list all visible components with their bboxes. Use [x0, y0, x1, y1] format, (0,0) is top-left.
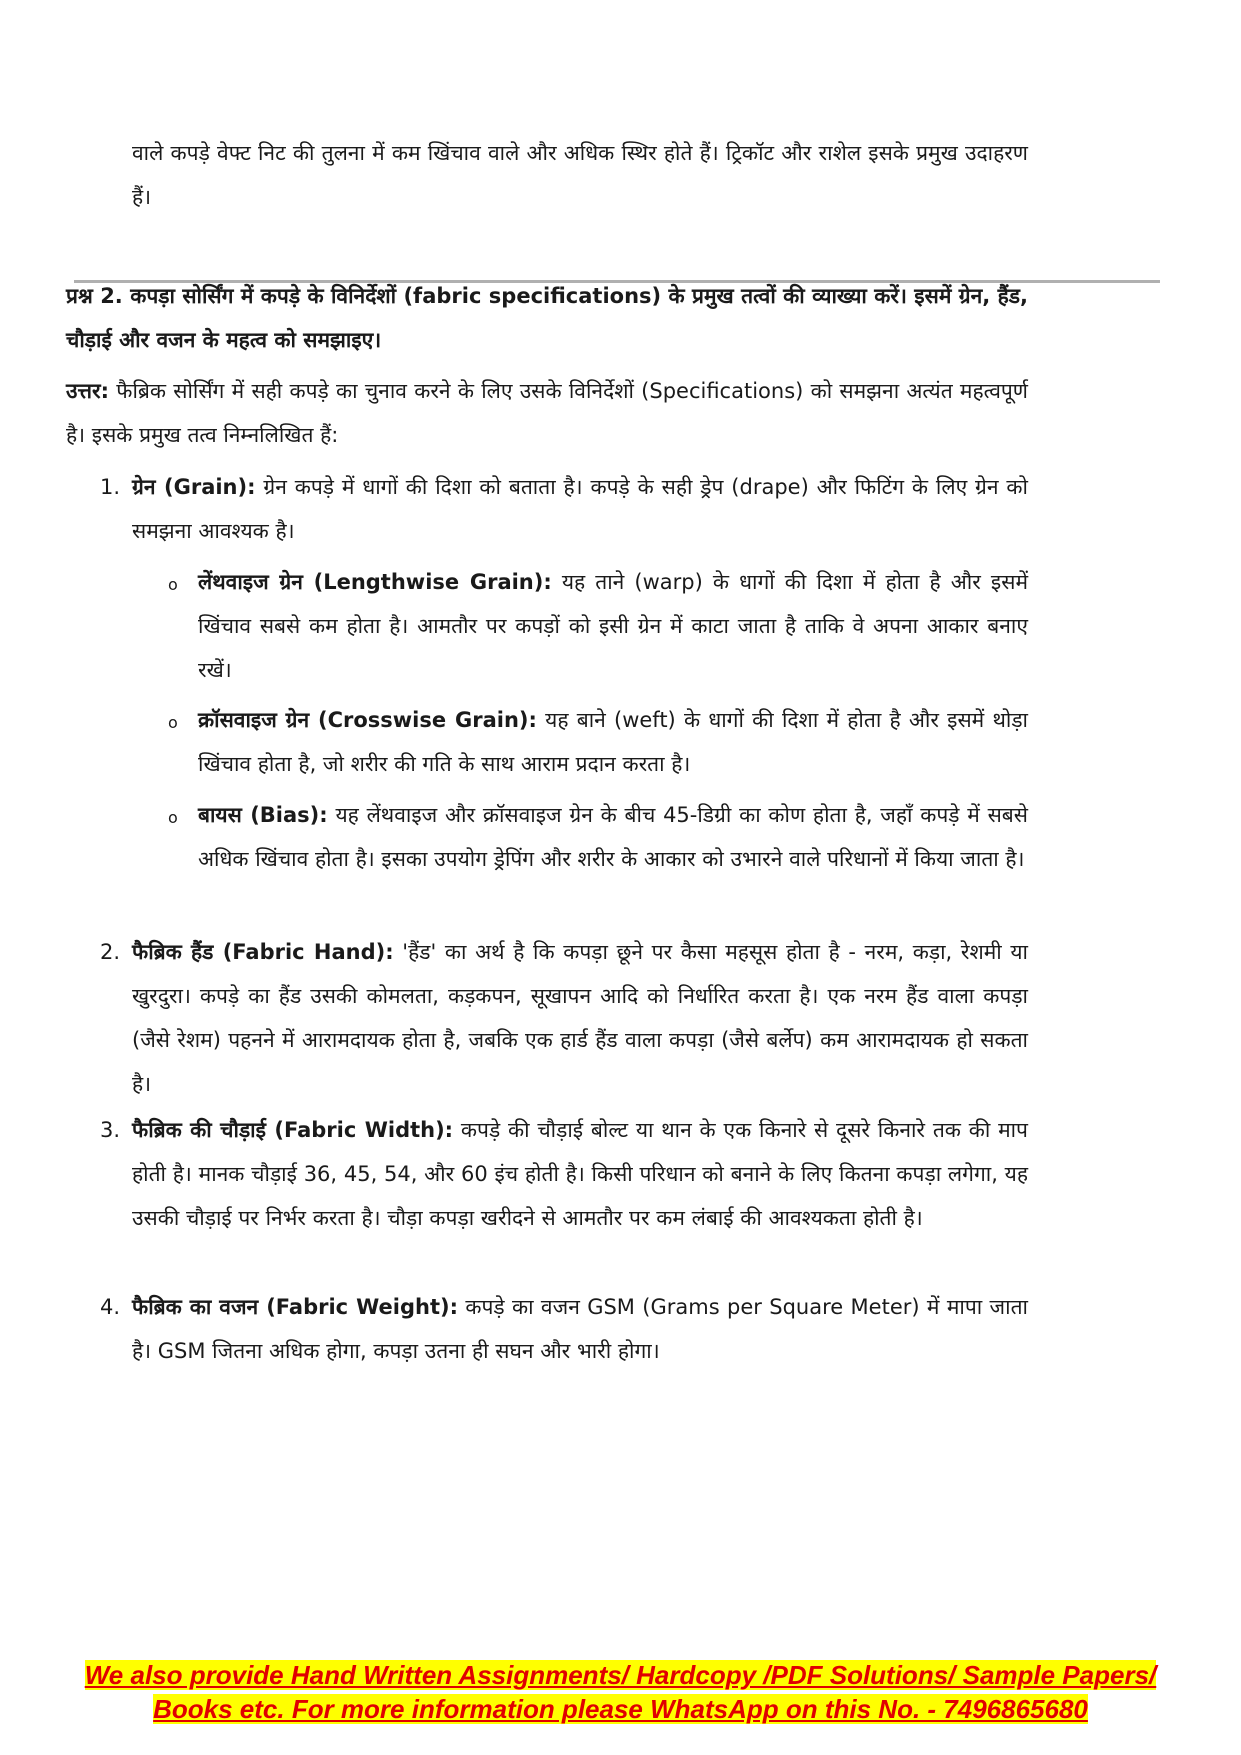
item-text: ग्रेन कपड़े में धागों की दिशा को बताता है। कपड़े के सही ड्रेप (drape) और फिटिंग के लिए ग्रेन को समझना आवश्यक है। — [132, 475, 1028, 543]
intro-paragraph — [132, 131, 1028, 219]
item-number: 3. — [100, 1118, 121, 1142]
sub-item-title: बायस (Bias): — [198, 803, 328, 827]
item-title: फैब्रिक का वजन (Fabric Weight): — [132, 1295, 458, 1319]
bullet-marker: o — [168, 808, 178, 827]
list-item-fabric-width — [132, 1108, 1028, 1240]
sub-item-text: यह लेंथवाइज और क्रॉसवाइज ग्रेन के बीच 45-डिग्री का कोण होता है, जहाँ कपड़े में सबसे अधिक खिंचाव होता है। इसका उपयोग ड्रेपिंग और शरीर के आकार को उभारने वाले परिधानों में किया जाता है। — [198, 803, 1028, 871]
sub-item-title: लेंथवाइज ग्रेन (Lengthwise Grain): — [198, 570, 552, 594]
list-item-grain — [132, 465, 1028, 553]
list-item-fabric-weight — [132, 1285, 1028, 1373]
sub-item-crosswise — [198, 698, 1028, 786]
footer-line-2: Books etc. For more information please WhatsApp on this No. - 7496865680 — [153, 1694, 1088, 1724]
intro-text: वाले कपड़े वेफ्ट निट की तुलना में कम खिंचाव वाले और अधिक स्थिर होते हैं। ट्रिकॉट और राशेल इसके प्रमुख उदाहरण हैं। — [132, 141, 1028, 209]
sub-item-title: क्रॉसवाइज ग्रेन (Crosswise Grain): — [198, 708, 537, 732]
sub-item-bias — [198, 793, 1028, 881]
item-text: कपड़े का वजन GSM (Grams per Square Meter) में मापा जाता है। GSM जितना अधिक होगा, कपड़ा उतना ही सघन और भारी होगा। — [132, 1295, 1028, 1363]
question-label: प्रश्न 2. — [66, 284, 123, 308]
sub-item-lengthwise — [198, 560, 1028, 692]
bullet-marker: o — [168, 575, 178, 594]
item-number: 4. — [100, 1295, 121, 1319]
item-title: ग्रेन (Grain): — [132, 475, 256, 499]
question-text: कपड़ा सोर्सिंग में कपड़े के विनिर्देशों (fabric specifications) के प्रमुख तत्वों की व्याख्या करें। इसमें ग्रेन, हैंड, चौड़ाई और वजन के महत्व को समझाइए। — [66, 284, 1029, 352]
item-title: फैब्रिक की चौड़ाई (Fabric Width): — [132, 1118, 454, 1142]
item-number: 2. — [100, 940, 121, 964]
answer-paragraph — [66, 369, 1028, 457]
question-paragraph — [66, 274, 1028, 362]
item-number: 1. — [100, 475, 121, 499]
footer-line-1: We also provide Hand Written Assignments/ Hardcopy /PDF Solutions/ Sample Papers/ — [84, 1660, 1157, 1690]
answer-label: उत्तर: — [66, 379, 110, 403]
item-text: कपड़े की चौड़ाई बोल्ट या थान के एक किनारे से दूसरे किनारे तक की माप होती है। मानक चौड़ाई 36, 45, 54, और 60 इंच होती है। किसी परिधान को बनाने के लिए कितना कपड़ा लगेगा, यह उसकी चौड़ाई पर निर्भर करता है। चौड़ा कपड़ा खरीदने से आमतौर पर कम लंबाई की आवश्यकता होती है। — [132, 1118, 1028, 1230]
item-title: फैब्रिक हैंड (Fabric Hand): — [132, 940, 394, 964]
bullet-marker: o — [168, 713, 178, 732]
list-item-fabric-hand — [132, 930, 1028, 1106]
footer-notice — [0, 1658, 1241, 1726]
sub-item-text: यह ताने (warp) के धागों की दिशा में होता है और इसमें खिंचाव सबसे कम होता है। आमतौर पर कपड़ों को इसी ग्रेन में काटा जाता है ताकि वे अपना आकार बनाए रखें। — [198, 570, 1028, 682]
item-text: 'हैंड' का अर्थ है कि कपड़ा छूने पर कैसा महसूस होता है - नरम, कड़ा, रेशमी या खुरदुरा। कपड़े का हैंड उसकी कोमलता, कड़कपन, सूखापन आदि को निर्धारित करता है। एक नरम हैंड वाला कपड़ा (जैसे रेशम) पहनने में आरामदायक होता है, जबकि एक हार्ड हैंड वाला कपड़ा (जैसे बर्लेप) कम आरामदायक हो सकता है। — [132, 940, 1028, 1096]
answer-text: फैब्रिक सोर्सिंग में सही कपड़े का चुनाव करने के लिए उसके विनिर्देशों (Specifications) को समझना अत्यंत महत्वपूर्ण है। इसके प्रमुख तत्व निम्नलिखित हैं: — [66, 379, 1028, 447]
sub-item-text: यह बाने (weft) के धागों की दिशा में होता है और इसमें थोड़ा खिंचाव होता है, जो शरीर की गति के साथ आराम प्रदान करता है। — [198, 708, 1028, 776]
